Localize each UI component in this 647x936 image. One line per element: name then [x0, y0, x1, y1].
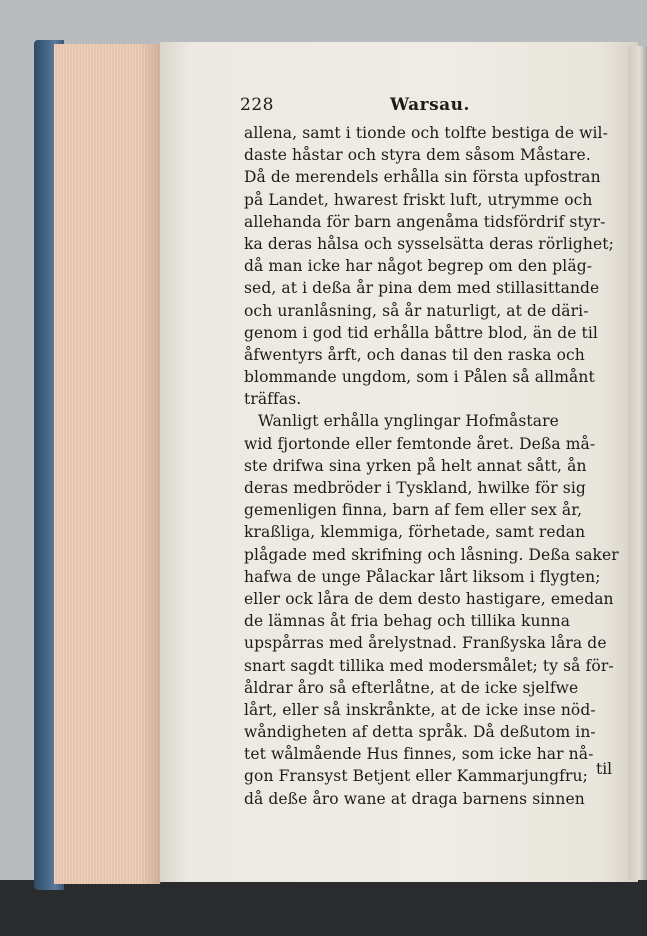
text-line: tet wålmående Hus finnes, som icke har nå-: [244, 745, 594, 764]
page-header: [240, 95, 645, 121]
text-line: de lämnas åt fria behag och tillika kunna: [244, 612, 571, 631]
text-line: ka deras hålsa och sysselsätta deras rörlighet;: [244, 234, 614, 253]
text-line: hafwa de unge Pålackar lårt liksom i flygten;: [244, 567, 601, 586]
text-line: deras medbröder i Tyskland, hwilke för sig: [244, 479, 586, 497]
text-line: gon Fransyst Betjent eller Kammarjungfru;: [244, 767, 588, 786]
text-line: Då de merendels erhålla sin första upfostran: [244, 168, 601, 187]
page-number: 228: [240, 95, 274, 115]
text-line: då man icke har något begrep om den pläg-: [244, 257, 593, 276]
text-line: åfwentyrs årft, och danas til den raska och: [244, 345, 585, 364]
text-line: blommande ungdom, som i Pålen så allmånt: [244, 368, 595, 387]
text-line: snart sagdt tillika med modersmålet; ty så för-: [244, 656, 614, 675]
catchword: til: [596, 760, 613, 778]
text-line: daste håstar och styra dem såsom Måstare.: [244, 146, 591, 165]
text-line: på Landet, hwarest friskt luft, utrymme och: [244, 190, 593, 209]
text-line: kraßliga, klemmiga, förhetade, samt redan: [244, 523, 586, 542]
running-head: Warsau.: [390, 95, 470, 115]
paragraph-start-line: Wanligt erhålla ynglingar Hofmåstare: [258, 412, 559, 431]
text-line: åldrar åro så efterlåtne, at de icke sjelfwe: [244, 678, 579, 697]
text-line: allehanda för barn angenåma tidsfördrif styr-: [244, 212, 606, 231]
text-line: wåndigheten af detta språk. Då deßutom in-: [244, 723, 596, 742]
text-line: plågade med skrifning och låsning. Deßa saker: [244, 545, 619, 564]
text-line: gemenligen finna, barn af fem eller sex år,: [244, 501, 583, 520]
text-line: och uranlåsning, så år naturligt, at de däri-: [244, 301, 589, 320]
text-line: wid fjortonde eller femtonde året. Deßa må-: [244, 434, 596, 453]
text-line: lårt, eller så inskrånkte, at de icke inse nöd-: [244, 700, 596, 719]
text-line: då deße åro wane at draga barnens sinnen: [244, 789, 585, 808]
text-line: genom i god tid erhålla båttre blod, än de til: [244, 323, 598, 342]
body-text: [244, 122, 644, 810]
text-line: allena, samt i tionde och tolfte bestiga de wil-: [244, 124, 608, 142]
text-line: träffas.: [244, 390, 302, 409]
text-line: eller ock låra de dem desto hastigare, emedan: [244, 589, 614, 608]
text-line: ste drifwa sina yrken på helt annat sått, ån: [244, 456, 587, 475]
gutter-shadow: [140, 44, 162, 884]
text-line: upspårras med årelystnad. Franßyska låra de: [244, 634, 607, 653]
backdrop: [0, 880, 647, 936]
text-line: sed, at i deßa år pina dem med stillasittande: [244, 279, 600, 298]
